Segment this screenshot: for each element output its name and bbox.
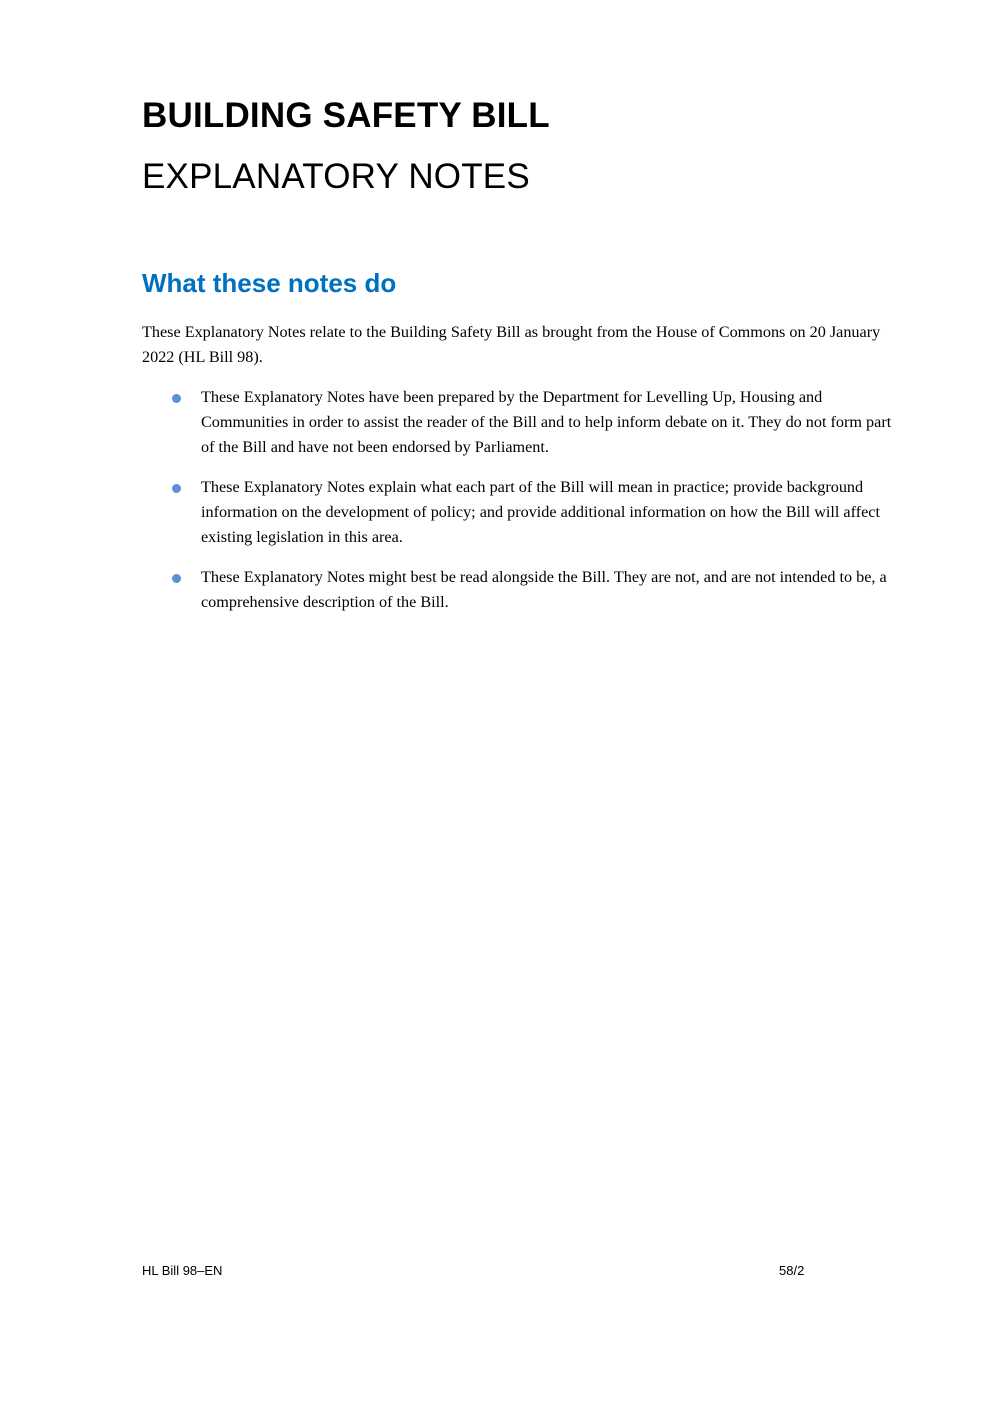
bullet-item [142,385,902,460]
bullet-dot-icon [172,574,181,583]
footer-page-number: 58/2 [779,1263,805,1278]
document-subtitle: EXPLANATORY NOTES [142,157,530,196]
section-heading: What these notes do [142,268,397,298]
bullet-text: These Explanatory Notes have been prepared by the Department for Levelling Up, Housing and Communities in order to assist the reader of the Bill and to help inform debate on it. They do not form part of the Bill and have not been endorsed by Parliament. [201,388,892,456]
footer-reference: HL Bill 98–EN [142,1263,223,1278]
bullet-item [142,565,902,615]
bullet-list [142,385,902,630]
bullet-item [142,475,902,550]
bullet-dot-icon [172,484,181,493]
document-title: BUILDING SAFETY BILL [142,96,550,135]
bullet-text: These Explanatory Notes explain what each part of the Bill will mean in practice; provide background information on the development of policy; and provide additional information on how the Bill will affect existing legislation in this area. [201,478,880,546]
bullet-text: These Explanatory Notes might best be read alongside the Bill. They are not, and are not intended to be, a comprehensive description of the Bill. [201,568,887,611]
intro-paragraph: These Explanatory Notes relate to the Building Safety Bill as brought from the House of Commons on 20 January 2022 (HL Bill 98). [142,323,881,366]
bullet-dot-icon [172,394,181,403]
